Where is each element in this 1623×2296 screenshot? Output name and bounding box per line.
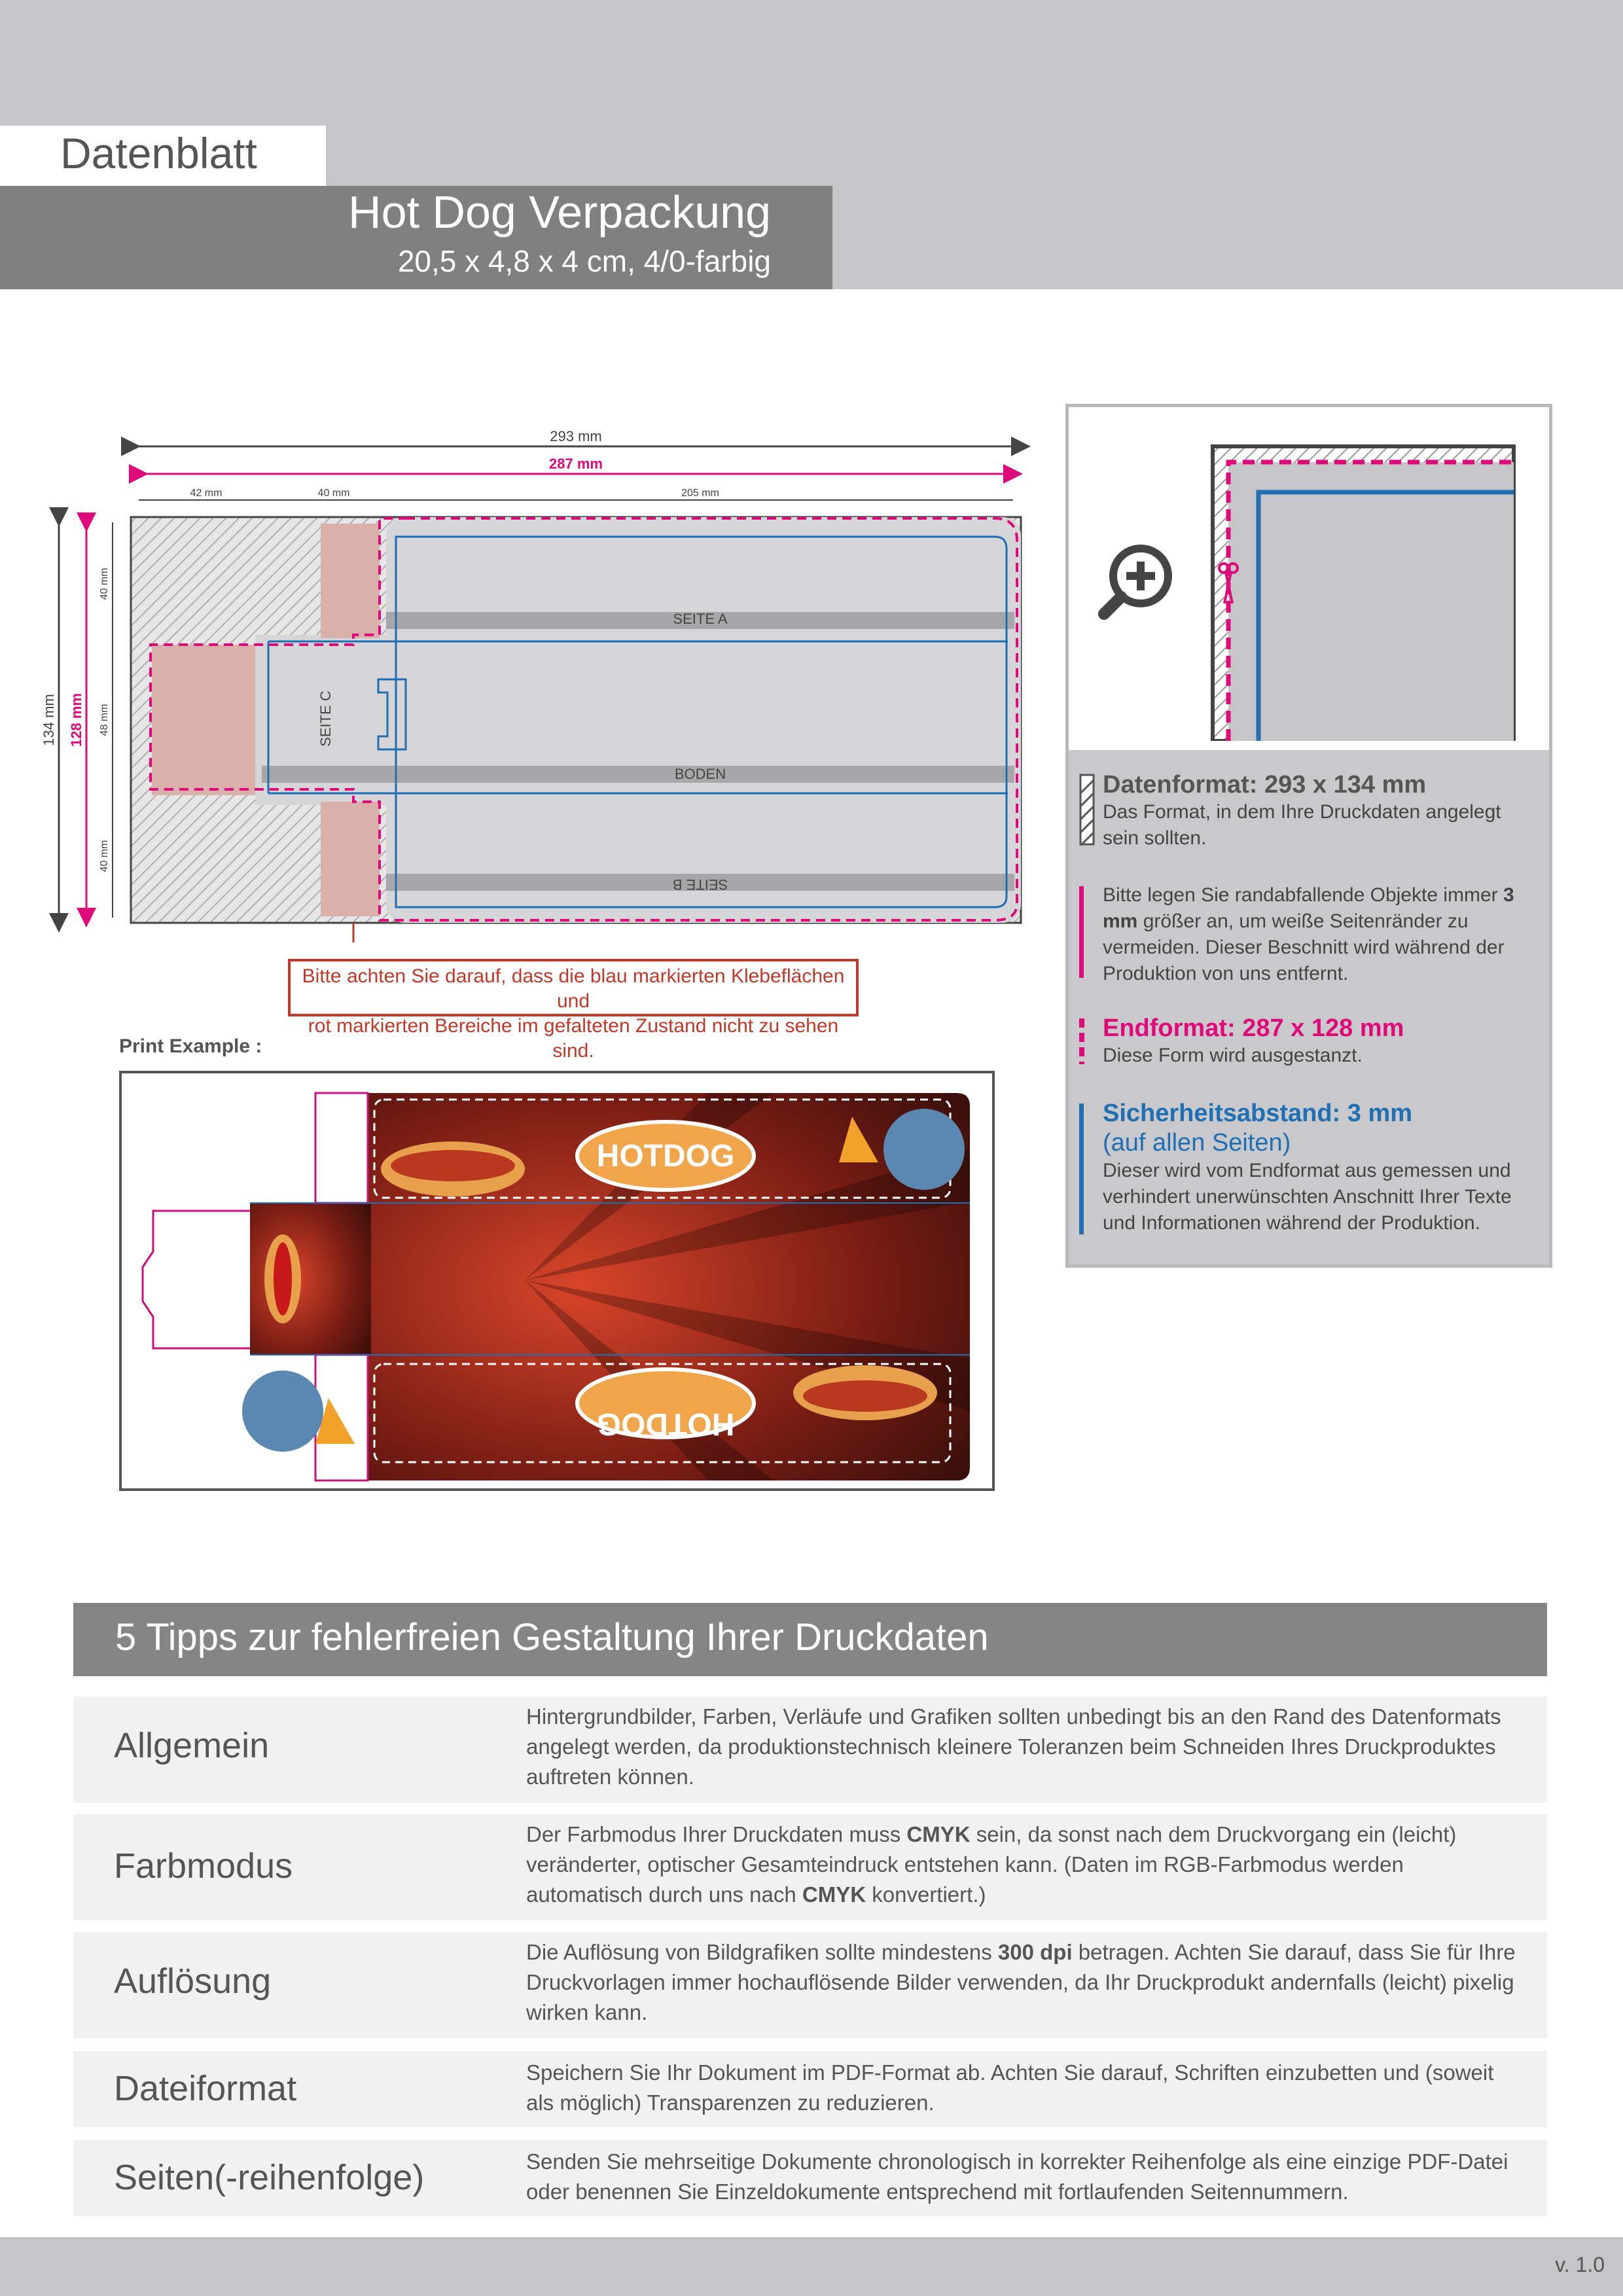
info-panel xyxy=(1065,404,1552,1268)
dim-height-total: 134 mm xyxy=(41,694,57,746)
bleed-detail xyxy=(1200,427,1527,741)
label-bottom: BODEN xyxy=(674,766,726,782)
glue-notice xyxy=(288,959,859,1062)
hotdog-illustration-bottom xyxy=(793,1365,937,1420)
tip-row xyxy=(73,2051,1547,2127)
dim-h3: 40 mm xyxy=(99,840,110,872)
bleed-text: Bitte legen Sie randabfallende Objekte immer 3 mm größer an, um weiße Seitenränder zu vermeiden. Dieser Beschnitt wird während der Produktion von uns entfernt. xyxy=(1103,884,1514,984)
dim-h1: 40 mm xyxy=(99,567,110,600)
end-format-text: Diese Form wird ausgestanzt. xyxy=(1103,1045,1363,1066)
dieline-diagram xyxy=(39,419,1047,942)
dashed-bar-icon xyxy=(1079,1018,1084,1064)
bleed-section xyxy=(1103,882,1535,987)
tip-text: Speichern Sie Ihr Dokument im PDF-Format ab. Achten Sie darauf, Schriften einzubetten und (soweit als möglich) Transparenzen zu reduzieren. xyxy=(526,2060,1494,2115)
tip-row xyxy=(73,2140,1547,2216)
hotdog-logo-bottom xyxy=(577,1369,754,1441)
sheet-label: Datenblatt xyxy=(60,129,257,177)
hotdog-illustration-top xyxy=(381,1141,525,1196)
footer-band xyxy=(0,2237,1623,2296)
hotdog-logo-text-top: HOTDOG xyxy=(596,1139,735,1174)
dim-h2: 48 mm xyxy=(99,704,110,736)
label-side-a: SEITE A xyxy=(673,611,728,627)
product-title: Hot Dog Verpackung xyxy=(348,187,771,238)
end-format-heading: Endformat: 287 x 128 mm xyxy=(1103,1014,1404,1042)
bleed-bar xyxy=(1079,886,1084,978)
safety-heading: Sicherheitsabstand: 3 mm xyxy=(1103,1100,1413,1127)
dim-seg2: 40 mm xyxy=(317,488,350,499)
tip-text: Senden Sie mehrseitige Dokumente chronologisch in korrekter Reihenfolge als eine einzige PDF-Datei oder benennen Sie Einzeldokumente entsprechend mit fortlaufenden Seitennummern. xyxy=(526,2149,1508,2204)
tip-label: Allgemein xyxy=(114,1726,270,1765)
tip-text: Hintergrundbilder, Farben, Verläufe und Grafiken sollten unbedingt bis an den Rand des Datenformats angelegt werden, da produktionstechnisch kleinere Toleranzen beim Schneiden Ihres Druckproduktes auftreten können. xyxy=(526,1704,1501,1789)
end-format-section xyxy=(1103,1014,1535,1069)
notice-line-1: Bitte achten Sie darauf, dass die blau markierten Klebeflächen und xyxy=(302,965,845,1012)
data-format-section xyxy=(1103,771,1535,852)
glue-area-top xyxy=(321,524,380,638)
dim-width-final: 287 mm xyxy=(549,456,603,472)
hatch-bar-icon xyxy=(1079,774,1095,846)
print-example-label: Print Example : xyxy=(119,1035,262,1057)
tip-row xyxy=(73,1696,1547,1803)
hotdog-logo-top xyxy=(577,1122,754,1190)
safety-subheading: (auf allen Seiten) xyxy=(1103,1129,1291,1157)
safety-section xyxy=(1103,1100,1535,1236)
tip-label: Dateiformat xyxy=(114,2069,297,2108)
tip-label: Seiten(-reihenfolge) xyxy=(114,2158,425,2197)
dim-height-final: 128 mm xyxy=(68,693,84,747)
print-example-image xyxy=(119,1071,995,1491)
zoom-preview xyxy=(1069,407,1549,750)
label-side-c: SEITE C xyxy=(317,691,334,747)
tip-text: Der Farbmodus Ihrer Druckdaten muss CMYK sein, da sonst nach dem Druckvorgang ein (leicht) veränderter, optischer Gesamteindruck entstehen kann. (Daten im RGB-Farbmodus werden automatisch durch uns nach CMYK konvertiert.) xyxy=(526,1822,1457,1907)
hotdog-illustration-side xyxy=(264,1234,301,1323)
zoom-in-icon xyxy=(1095,538,1180,623)
safety-text: Dieser wird vom Endformat aus gemessen und verhindert unerwünschten Anschnitt Ihrer Texte und Informationen während der Produktion. xyxy=(1103,1160,1512,1234)
glue-area-left xyxy=(152,645,255,795)
data-format-text: Das Format, in dem Ihre Druckdaten angelegt sein sollten. xyxy=(1103,801,1501,849)
tip-text: Die Auflösung von Bildgrafiken sollte mindestens 300 dpi betragen. Achten Sie darauf, dass Sie für Ihre Druckvorlagen immer hochauflösende Bilder verwenden, da Ihr Druckprodukt andernfalls (leicht) pixelig wirken kann. xyxy=(526,1940,1516,2024)
dim-seg1: 42 mm xyxy=(190,488,223,499)
safety-bar xyxy=(1079,1103,1084,1234)
dim-seg3: 205 mm xyxy=(681,488,719,499)
version-label: v. 1.0 xyxy=(1555,2253,1605,2276)
tip-row xyxy=(73,1932,1547,2038)
dim-width-total: 293 mm xyxy=(550,428,602,444)
tips-title: 5 Tipps zur fehlerfreien Gestaltung Ihrer Druckdaten xyxy=(115,1616,989,1659)
tip-row xyxy=(73,1814,1547,1920)
tip-label: Auflösung xyxy=(114,1962,272,2001)
tip-label: Farbmodus xyxy=(114,1846,293,1886)
hotdog-logo-text-bottom: HOTDOG xyxy=(596,1407,735,1441)
notice-line-2: rot markierten Bereiche im gefalteten Zustand nicht zu sehen sind. xyxy=(308,1015,839,1062)
label-side-b: SEITE B xyxy=(672,876,728,893)
data-format-heading: Datenformat: 293 x 134 mm xyxy=(1103,771,1427,798)
product-subtitle: 20,5 x 4,8 x 4 cm, 4/0-farbig xyxy=(397,244,771,278)
glue-area-bottom xyxy=(321,802,380,916)
